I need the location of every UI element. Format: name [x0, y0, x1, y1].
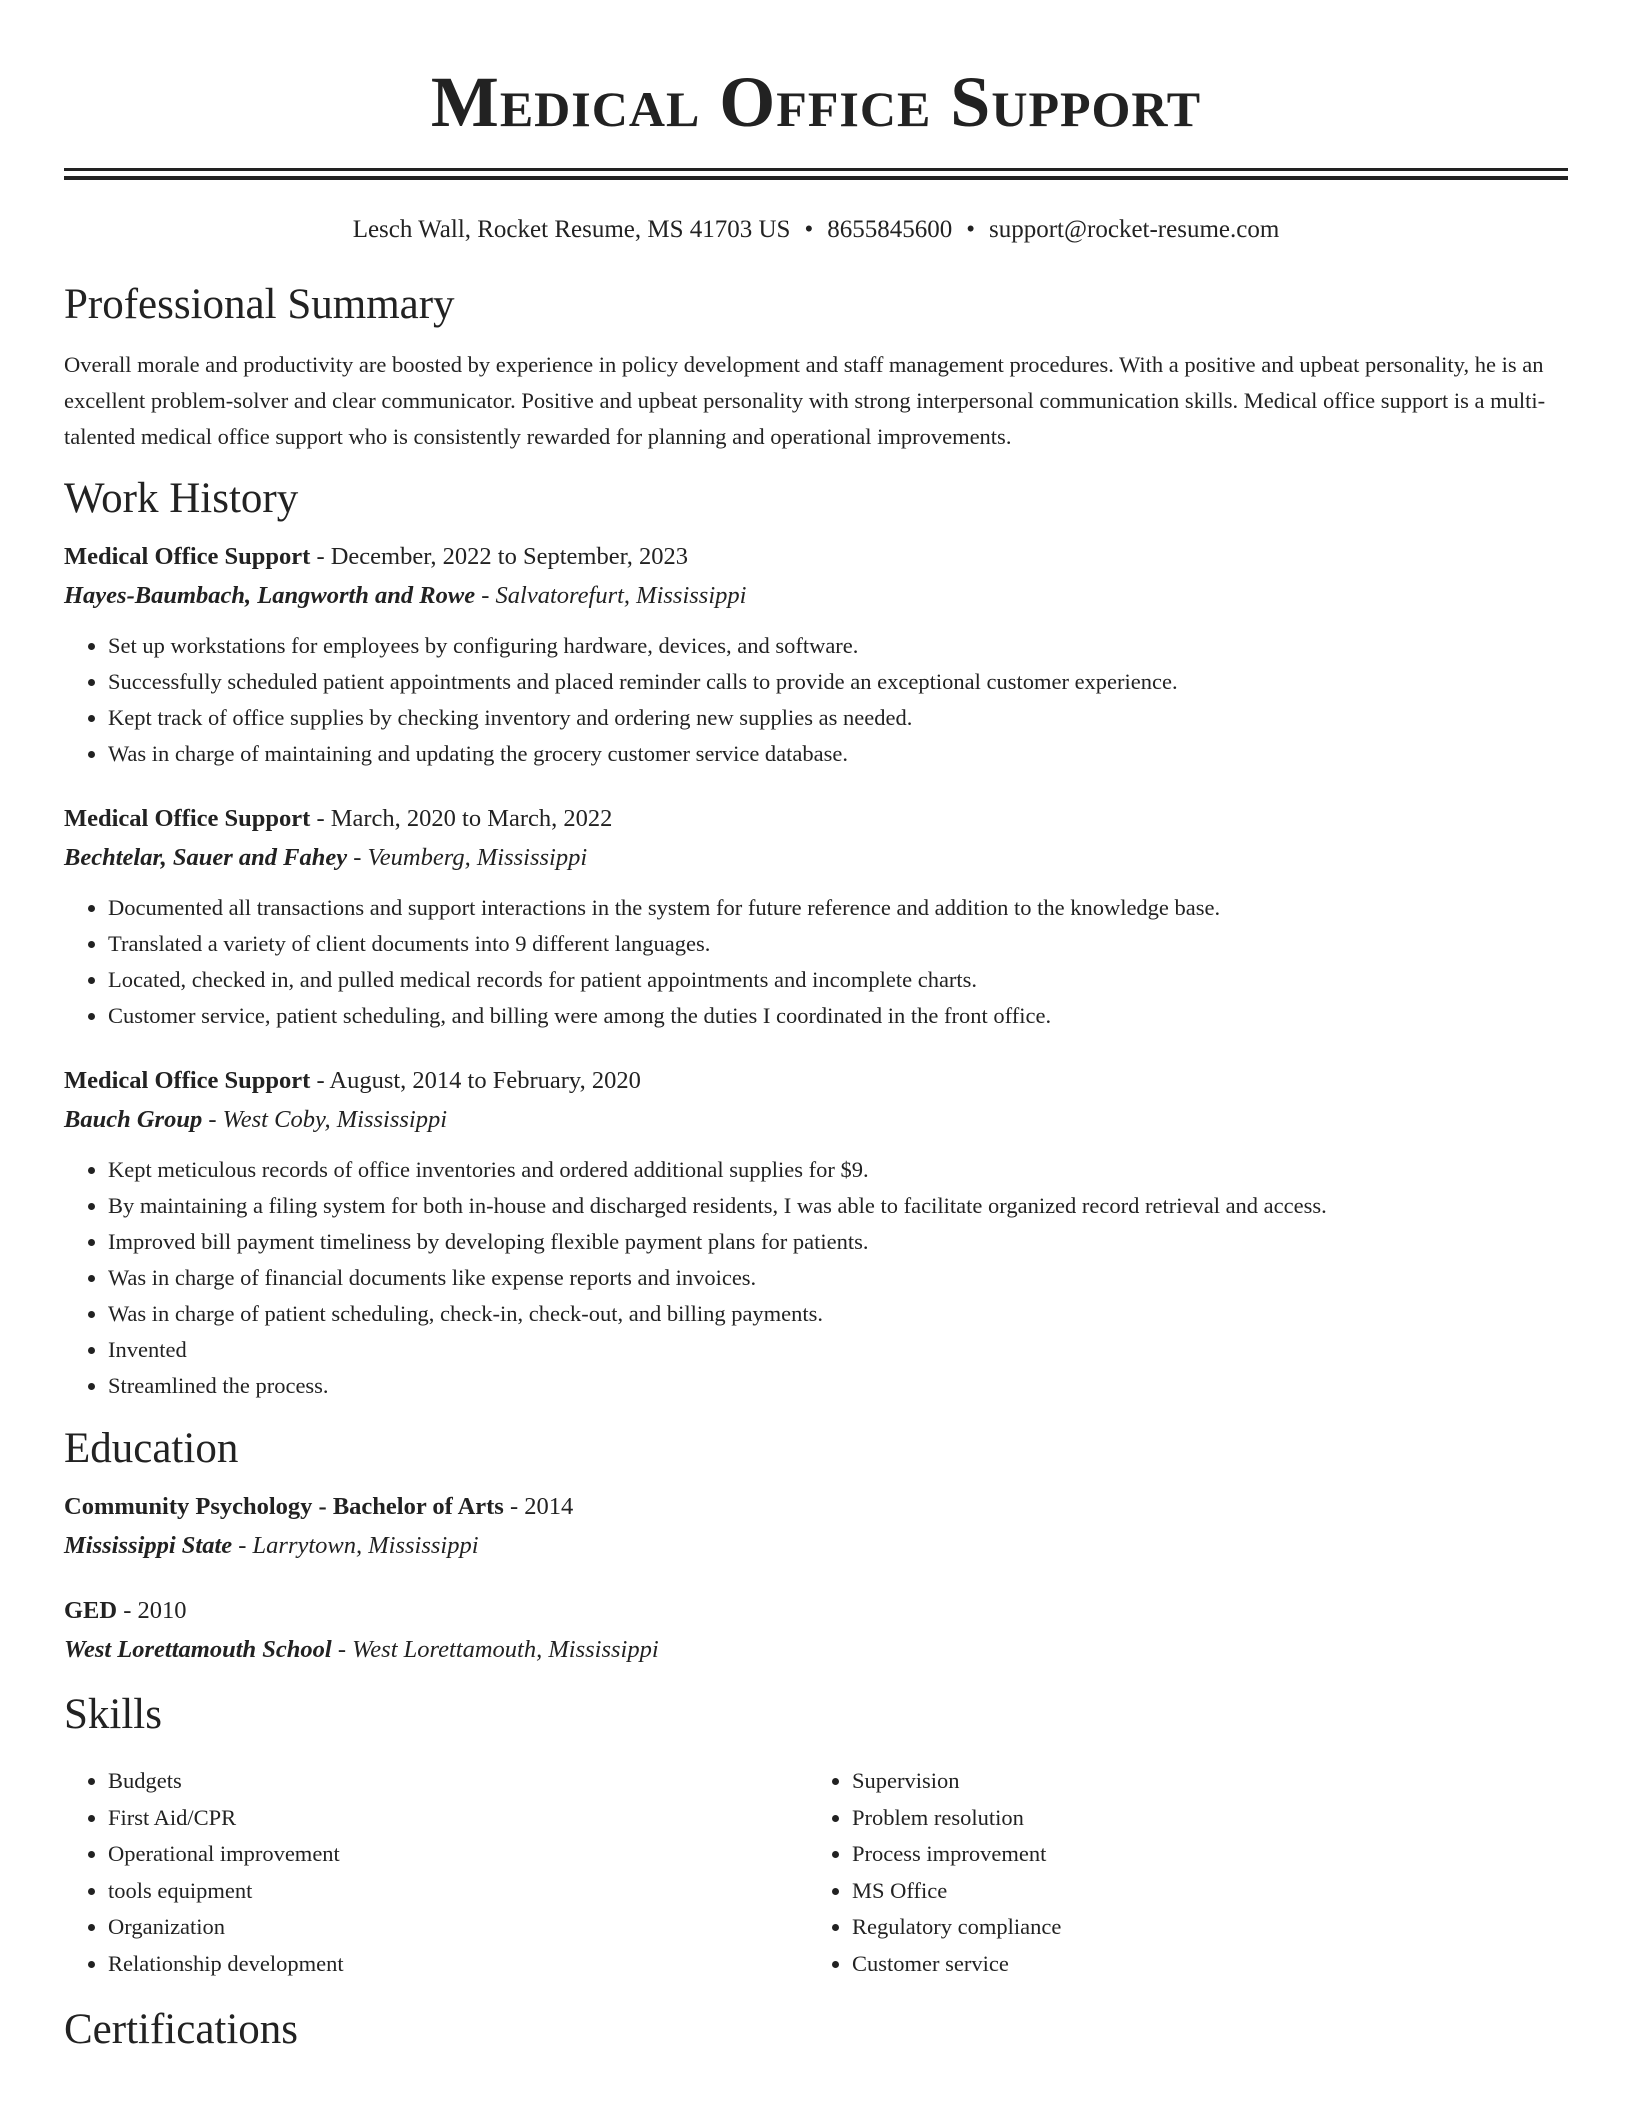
duty-item: • Streamlined the process.	[108, 1368, 1568, 1404]
education-heading: Education	[64, 1425, 239, 1472]
company-location: - West Coby, Mississippi	[202, 1106, 447, 1133]
skill-item: • Operational improvement	[108, 1836, 808, 1873]
skill-item: • Budgets	[108, 1763, 808, 1800]
skill-item: • Regulatory compliance	[852, 1909, 1552, 1946]
school-name: West Lorettamouth School	[64, 1636, 332, 1663]
degree-year: - 2014	[503, 1493, 574, 1520]
company-name: Hayes-Baumbach, Langworth and Rowe	[64, 582, 476, 609]
contact-separator: •	[804, 216, 814, 243]
duty-item: • Improved bill payment timeliness by developing flexible payment plans for patients.	[108, 1224, 1568, 1260]
work-history-heading: Work History	[64, 475, 299, 522]
school-line	[64, 1633, 1568, 1667]
skills-columns	[64, 1763, 1568, 1982]
degree-year: - 2010	[117, 1597, 187, 1624]
job-duties	[64, 890, 1568, 1034]
job-title-line	[64, 802, 1568, 836]
resume-page	[64, 0, 1568, 2056]
duty-item: • Kept meticulous records of office inventories and ordered additional supplies for $9.	[108, 1152, 1568, 1188]
duty-item: • Was in charge of financial documents like expense reports and invoices.	[108, 1260, 1568, 1296]
skill-item: • Customer service	[852, 1946, 1552, 1983]
company-name: Bauch Group	[64, 1106, 203, 1133]
company-location: - Veumberg, Mississippi	[347, 844, 588, 871]
skill-item: • Organization	[108, 1909, 808, 1946]
job-dates: - August, 2014 to February, 2020	[310, 1067, 641, 1094]
skills-list-left	[64, 1763, 808, 1982]
job-title-line	[64, 1064, 1568, 1098]
duty-item: • Set up workstations for employees by configuring hardware, devices, and software.	[108, 628, 1568, 664]
degree-line	[64, 1594, 1568, 1628]
skill-item: • Process improvement	[852, 1836, 1552, 1873]
duty-item: • Translated a variety of client documents into 9 different languages.	[108, 926, 1568, 962]
contact-separator: •	[966, 216, 975, 243]
job-title: Medical Office Support	[64, 1067, 311, 1094]
duty-item: • Invented	[108, 1332, 1568, 1368]
contact-phone: 8655845600	[827, 216, 953, 243]
school-line	[64, 1529, 1568, 1563]
school-location: - Larrytown, Mississippi	[232, 1532, 479, 1559]
degree-name: Community Psychology - Bachelor of Arts	[64, 1493, 504, 1520]
skill-item: • tools equipment	[108, 1873, 808, 1910]
education-entry	[64, 1594, 1568, 1667]
duty-item: • Kept track of office supplies by checking inventory and ordering new supplies as needed.	[108, 700, 1568, 736]
job-title: Medical Office Support	[64, 543, 311, 570]
skill-item: • Problem resolution	[852, 1800, 1552, 1837]
company-line	[64, 1103, 1568, 1137]
skills-list-right	[808, 1763, 1552, 1982]
summary-heading: Professional Summary	[64, 281, 455, 328]
certifications-heading: Certifications	[64, 2006, 299, 2053]
contact-line	[64, 214, 1568, 246]
degree-line	[64, 1490, 1568, 1524]
resume-title: Medical Office Support	[430, 62, 1202, 142]
duty-item: • Customer service, patient scheduling, and billing were among the duties I coordinated in the front office.	[108, 998, 1568, 1034]
skill-item: • Relationship development	[108, 1946, 808, 1983]
company-line	[64, 841, 1568, 875]
duty-item: • Documented all transactions and support interactions in the system for future reference and addition to the knowledge base.	[108, 890, 1568, 926]
degree-name: GED	[64, 1597, 118, 1624]
duty-item: • Was in charge of patient scheduling, check-in, check-out, and billing payments.	[108, 1296, 1568, 1332]
duty-item: • By maintaining a filing system for both in-house and discharged residents, I was able to facilitate organized record retrieval and access.	[108, 1188, 1568, 1224]
job-duties	[64, 628, 1568, 772]
company-name: Bechtelar, Sauer and Fahey	[64, 844, 348, 871]
duty-item: • Successfully scheduled patient appointments and placed reminder calls to provide an exceptional customer experience.	[108, 664, 1568, 700]
job-dates: - March, 2020 to March, 2022	[310, 805, 613, 832]
skill-item: • Supervision	[852, 1763, 1552, 1800]
job-title: Medical Office Support	[64, 805, 311, 832]
education-entry	[64, 1490, 1568, 1563]
duty-item: • Located, checked in, and pulled medical records for patient appointments and incomplete charts.	[108, 962, 1568, 998]
duty-item: • Was in charge of maintaining and updating the grocery customer service database.	[108, 736, 1568, 772]
company-location: - Salvatorefurt, Mississippi	[475, 582, 747, 609]
skills-heading: Skills	[64, 1691, 162, 1738]
school-name: Mississippi State	[64, 1532, 233, 1559]
job-dates: - December, 2022 to September, 2023	[310, 543, 689, 570]
job-entry	[64, 802, 1568, 1034]
contact-address: Lesch Wall, Rocket Resume, MS 41703 US	[352, 216, 791, 243]
job-duties	[64, 1152, 1568, 1404]
summary-text: Overall morale and productivity are boosted by experience in policy development and staff management procedures. With a positive and upbeat personality, he is an excellent problem-solver and clear communicator. Positive and upbeat personality with strong interpersonal communication skills. Medical office support is a multi-talented medical office support who is consistently rewarded for planning and operational improvements.	[64, 352, 1546, 449]
skill-item: • MS Office	[852, 1873, 1552, 1910]
school-location: - West Lorettamouth, Mississippi	[331, 1636, 659, 1663]
skill-item: • First Aid/CPR	[108, 1800, 808, 1837]
title-divider	[64, 168, 1568, 180]
contact-email: support@rocket-resume.com	[989, 216, 1280, 243]
job-entry	[64, 1064, 1568, 1404]
company-line	[64, 579, 1568, 613]
job-title-line	[64, 540, 1568, 574]
job-entry	[64, 540, 1568, 772]
